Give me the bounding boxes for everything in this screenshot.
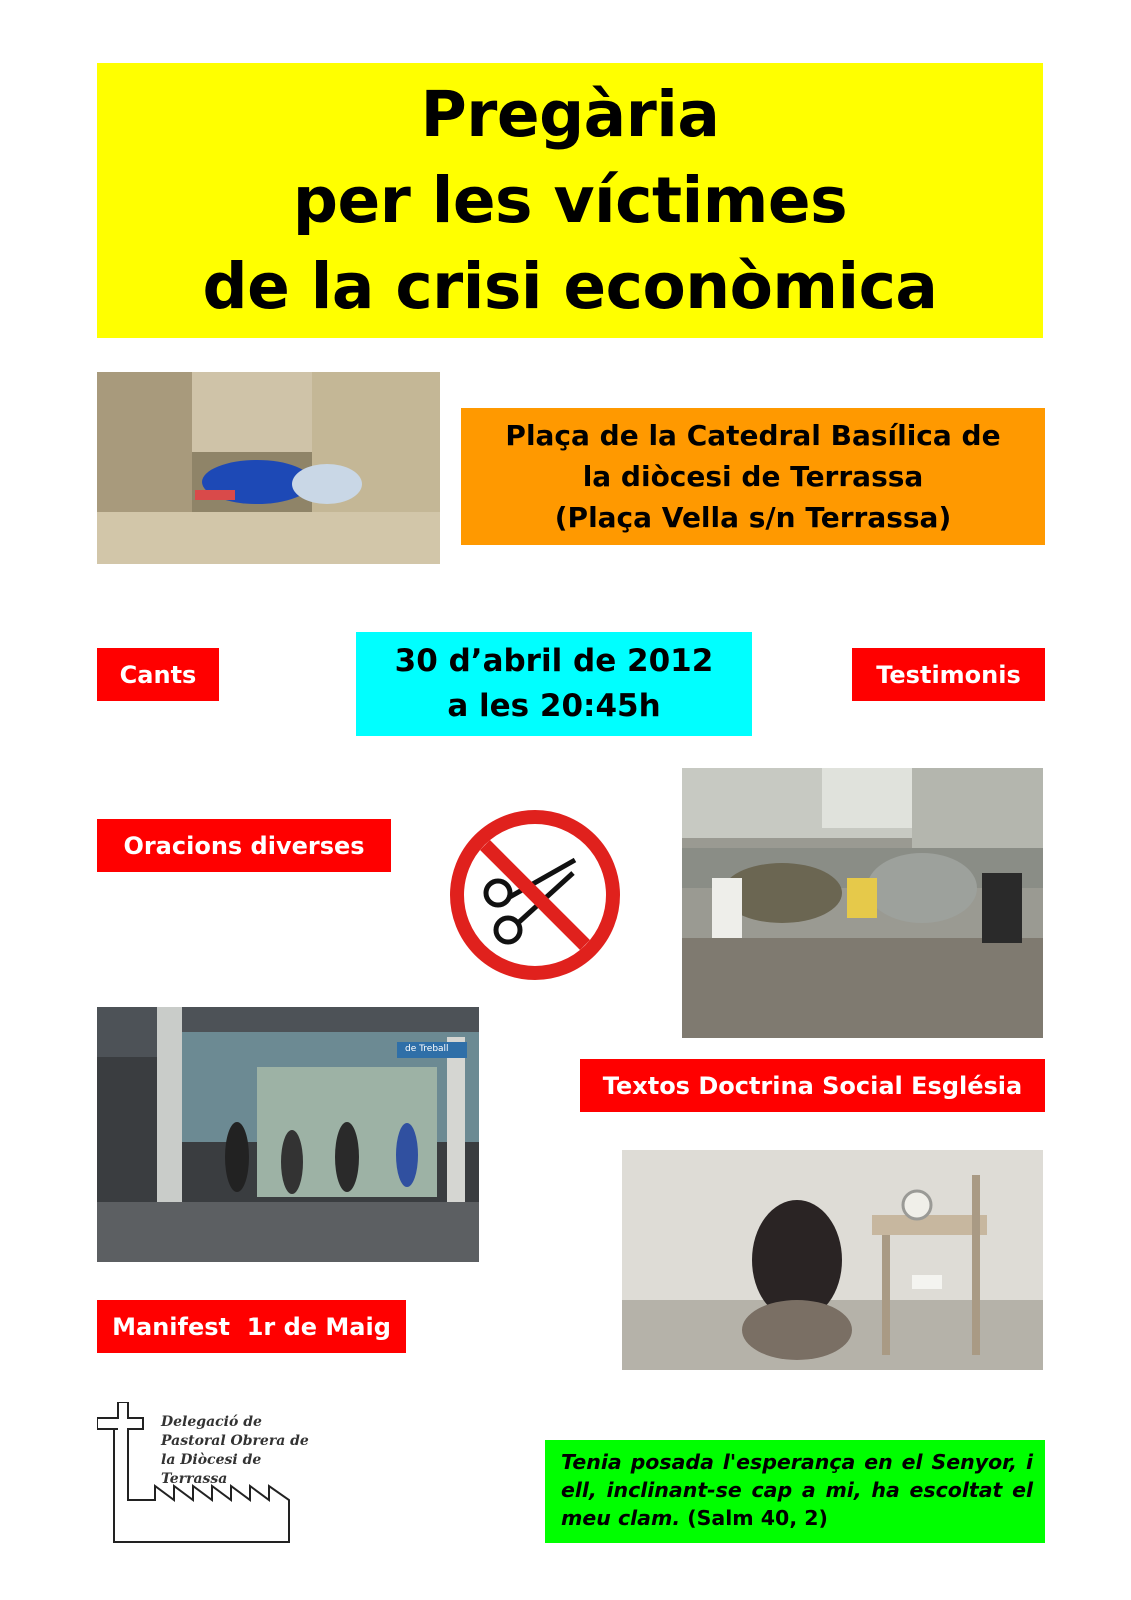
label-cants-text: Cants — [119, 660, 197, 689]
logo-line-4: Terrassa — [161, 1471, 228, 1487]
title-line-3: de la crisi econòmica — [202, 249, 938, 323]
photo-sad-girl — [622, 1150, 1043, 1370]
photo-shopping-carts — [682, 768, 1043, 1038]
date-box — [356, 632, 752, 736]
location-line-1: Plaça de la Catedral Basílica de — [505, 419, 1001, 452]
photo-sleeping-person — [97, 372, 440, 564]
event-time: a les 20:45h — [447, 688, 661, 724]
photo-job-office-queue — [97, 1007, 479, 1262]
job-office-sign: de Treball — [405, 1044, 449, 1054]
label-manifest-text: Manifest 1r de Maig — [112, 1312, 391, 1341]
label-textos-text: Textos Doctrina Social Església — [602, 1071, 1023, 1100]
psalm-box — [545, 1440, 1045, 1543]
event-date: 30 d’abril de 2012 — [394, 643, 714, 679]
label-oracions-text: Oracions diverses — [123, 831, 365, 860]
logo-line-1: Delegació de — [161, 1414, 262, 1430]
location-line-3: (Plaça Vella s/n Terrassa) — [554, 501, 952, 534]
logo-line-3: la Diòcesi de — [161, 1452, 262, 1468]
title-line-2: per les víctimes — [292, 163, 848, 237]
label-testimonis — [852, 648, 1045, 701]
label-manifest — [97, 1300, 406, 1353]
psalm-reference: (Salm 40, 2) — [680, 1506, 828, 1530]
logo-line-2: Pastoral Obrera de — [161, 1433, 309, 1449]
title-banner — [97, 63, 1043, 338]
label-oracions — [97, 819, 391, 872]
label-cants — [97, 648, 219, 701]
location-line-2: la diòcesi de Terrassa — [582, 460, 924, 493]
location-box — [461, 408, 1045, 545]
label-textos — [580, 1059, 1045, 1112]
title-line-1: Pregària — [420, 77, 720, 151]
logo-text — [161, 1413, 311, 1489]
no-cuts-sign-icon — [445, 805, 625, 985]
psalm-quote: Tenia posada l'esperança en el Senyor, i ell, inclinant-se cap a mi, ha escoltat el meu clam. — [561, 1450, 1033, 1530]
label-testimonis-text: Testimonis — [876, 660, 1021, 689]
